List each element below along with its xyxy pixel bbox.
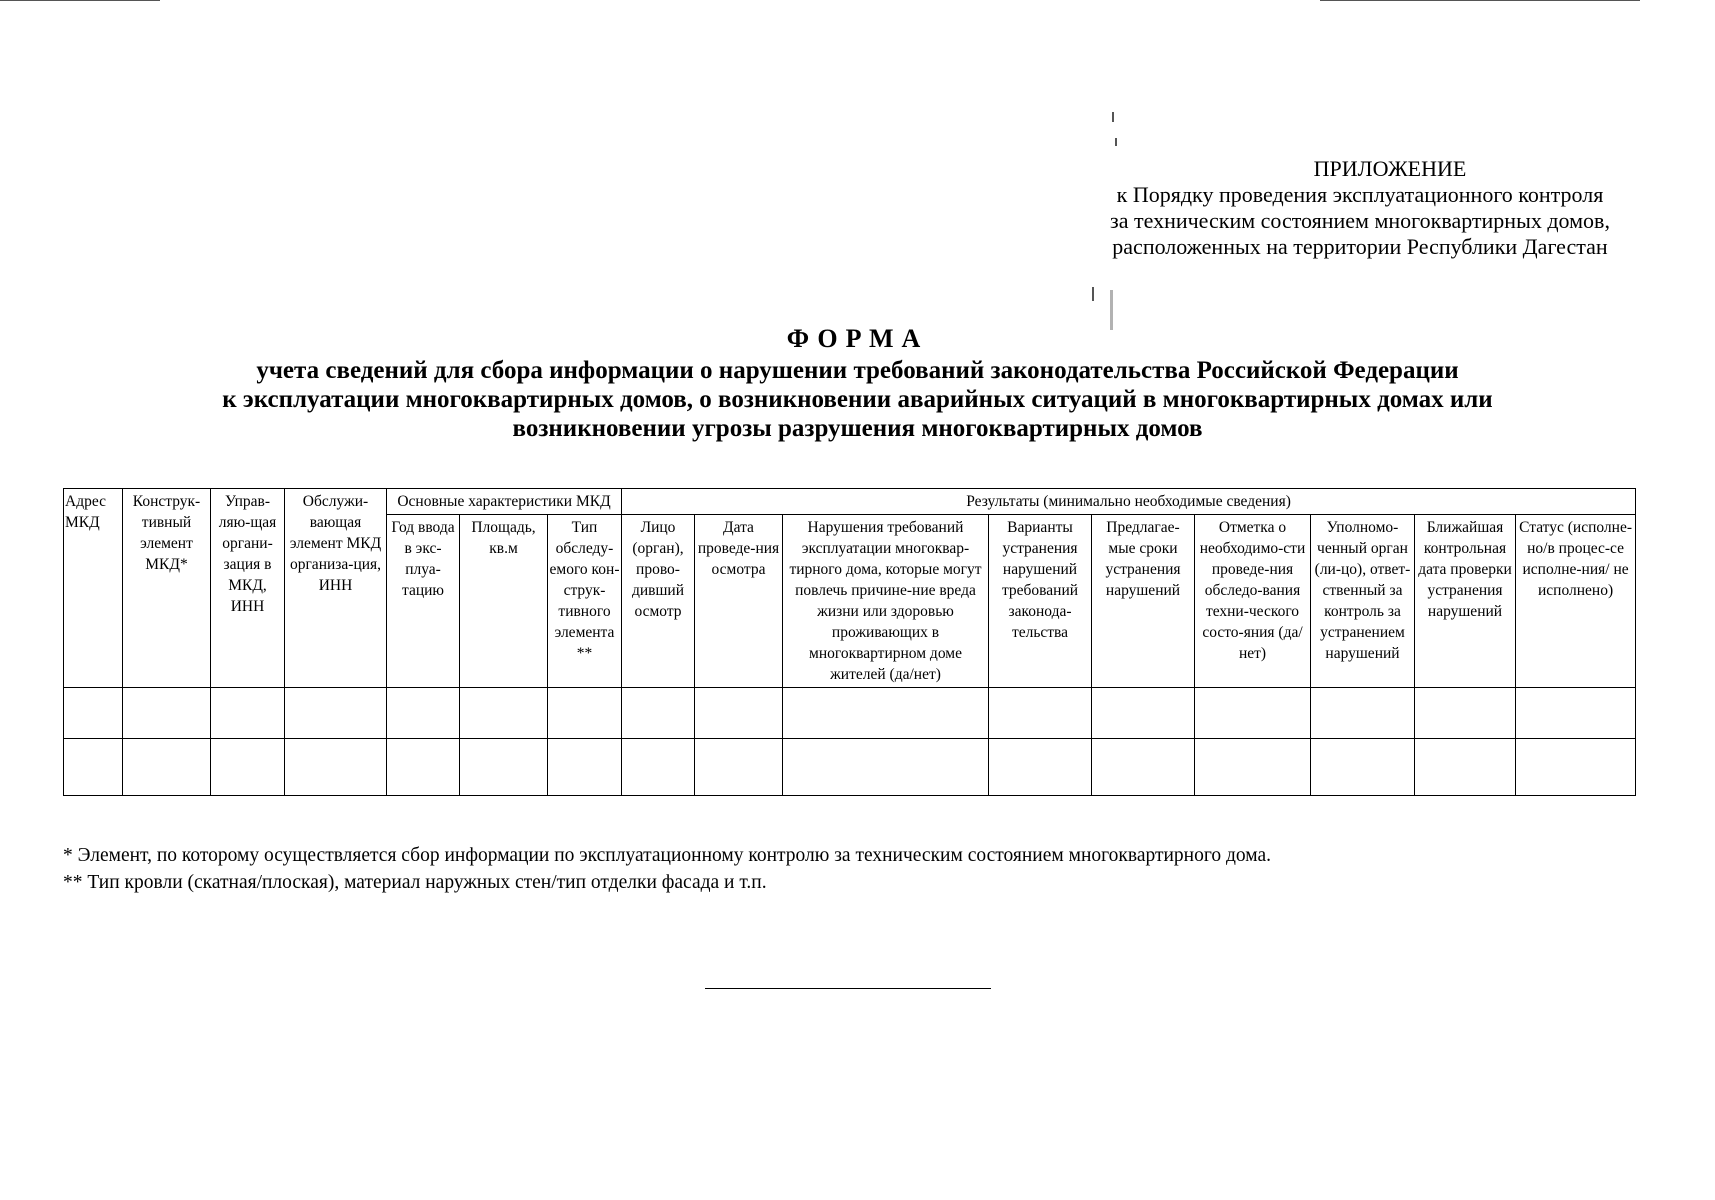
table-cell — [460, 688, 548, 739]
table-cell — [1092, 739, 1195, 796]
table-cell — [783, 739, 989, 796]
table-cell — [1092, 688, 1195, 739]
table-cell — [285, 739, 387, 796]
table-cell — [989, 688, 1092, 739]
header-authorized-body: Уполномо-ченный орган (ли-цо), ответ-ственный за контроль за устранением нарушений — [1311, 515, 1415, 688]
form-subtitle-line-1: учета сведений для сбора информации о нарушении требований законодательства Российской Федерации — [256, 357, 1459, 384]
table-cell — [622, 739, 695, 796]
footnotes — [63, 842, 1663, 896]
table-cell — [387, 688, 460, 739]
violations-form-table — [63, 488, 1636, 796]
header-results: Результаты (минимально необходимые сведения) — [622, 489, 1636, 515]
scan-artifact — [0, 0, 160, 1]
table-cell — [211, 739, 285, 796]
table-row — [64, 688, 1636, 739]
table-cell — [548, 688, 622, 739]
table-cell — [622, 688, 695, 739]
header-main-characteristics: Основные характеристики МКД — [387, 489, 622, 515]
table-cell — [1195, 688, 1311, 739]
table-cell — [211, 688, 285, 739]
table-cell — [548, 739, 622, 796]
document-title — [0, 322, 1715, 443]
table-cell — [64, 739, 123, 796]
header-inspector: Лицо (орган), прово-дивший осмотр — [622, 515, 695, 688]
header-service-org: Обслужи-вающая элемент МКД организа-ция, ИНН — [285, 489, 387, 688]
appendix-line-2: за техническим состоянием многоквартирных домов, — [1110, 208, 1610, 233]
footnote-2: ** Тип кровли (скатная/плоская), материал наружных стен/тип отделки фасада и т.п. — [63, 872, 767, 893]
table-cell — [1516, 688, 1636, 739]
table-cell — [64, 688, 123, 739]
scan-artifact — [1112, 112, 1114, 122]
form-subtitle-line-3: возникновении угрозы разрушения многоквартирных домов — [512, 415, 1203, 442]
footnote-1: * Элемент, по которому осуществляется сбор информации по эксплуатационному контролю за техническим состоянием многоквартирного дома. — [63, 845, 1272, 866]
header-inspection-date: Дата проведе-ния осмотра — [695, 515, 783, 688]
table-row — [64, 739, 1636, 796]
table-cell — [783, 688, 989, 739]
header-deadlines: Предлагае-мые сроки устранения нарушений — [1092, 515, 1195, 688]
table-cell — [1311, 688, 1415, 739]
table-cell — [989, 739, 1092, 796]
header-next-check-date: Ближайшая контрольная дата проверки устранения нарушений — [1415, 515, 1516, 688]
appendix-line-1: к Порядку проведения эксплуатационного контроля — [1116, 182, 1604, 207]
table-cell — [1311, 739, 1415, 796]
table-cell — [123, 739, 211, 796]
table-cell — [460, 739, 548, 796]
header-survey-mark: Отметка о необходимо-сти проведе-ния обследо-вания техни-ческого состо-яния (да/нет) — [1195, 515, 1311, 688]
header-year: Год ввода в экс-плуа-тацию — [387, 515, 460, 688]
table-cell — [285, 688, 387, 739]
header-management-org: Управ-ляю-щая органи-зация в МКД, ИНН — [211, 489, 285, 688]
table-cell — [1516, 739, 1636, 796]
header-status: Статус (исполне-но/в процес-се исполне-ния/ не исполнено) — [1516, 515, 1636, 688]
table-cell — [387, 739, 460, 796]
scan-artifact — [1092, 287, 1094, 301]
appendix-block — [1040, 156, 1680, 260]
table-header-row-1 — [64, 489, 1636, 515]
appendix-title: ПРИЛОЖЕНИЕ — [1313, 156, 1467, 181]
scan-artifact — [1320, 0, 1640, 1]
header-area: Площадь, кв.м — [460, 515, 548, 688]
form-heading: ФОРМА — [786, 324, 929, 353]
header-address: Адрес МКД — [64, 489, 123, 688]
header-structural-element: Конструк-тивный элемент МКД* — [123, 489, 211, 688]
header-element-type: Тип обследу-емого кон-струк-тивного элемента ** — [548, 515, 622, 688]
table-cell — [695, 739, 783, 796]
appendix-line-3: расположенных на территории Республики Дагестан — [1112, 234, 1608, 259]
header-remedy-options: Варианты устранения нарушений требований законода-тельства — [989, 515, 1092, 688]
table-cell — [1195, 739, 1311, 796]
table-cell — [1415, 739, 1516, 796]
header-violations: Нарушения требований эксплуатации многоквар-тирного дома, которые могут повлечь причине-ние вреда жизни или здоровью проживающих в многоквартирном доме жителей (да/нет) — [783, 515, 989, 688]
table-cell — [123, 688, 211, 739]
scan-artifact — [1110, 290, 1113, 330]
table-cell — [695, 688, 783, 739]
form-subtitle-line-2: к эксплуатации многоквартирных домов, о возникновении аварийных ситуаций в многоквартирных домах или — [222, 386, 1493, 413]
signature-line — [705, 988, 991, 989]
scan-artifact — [1115, 138, 1117, 146]
table-cell — [1415, 688, 1516, 739]
